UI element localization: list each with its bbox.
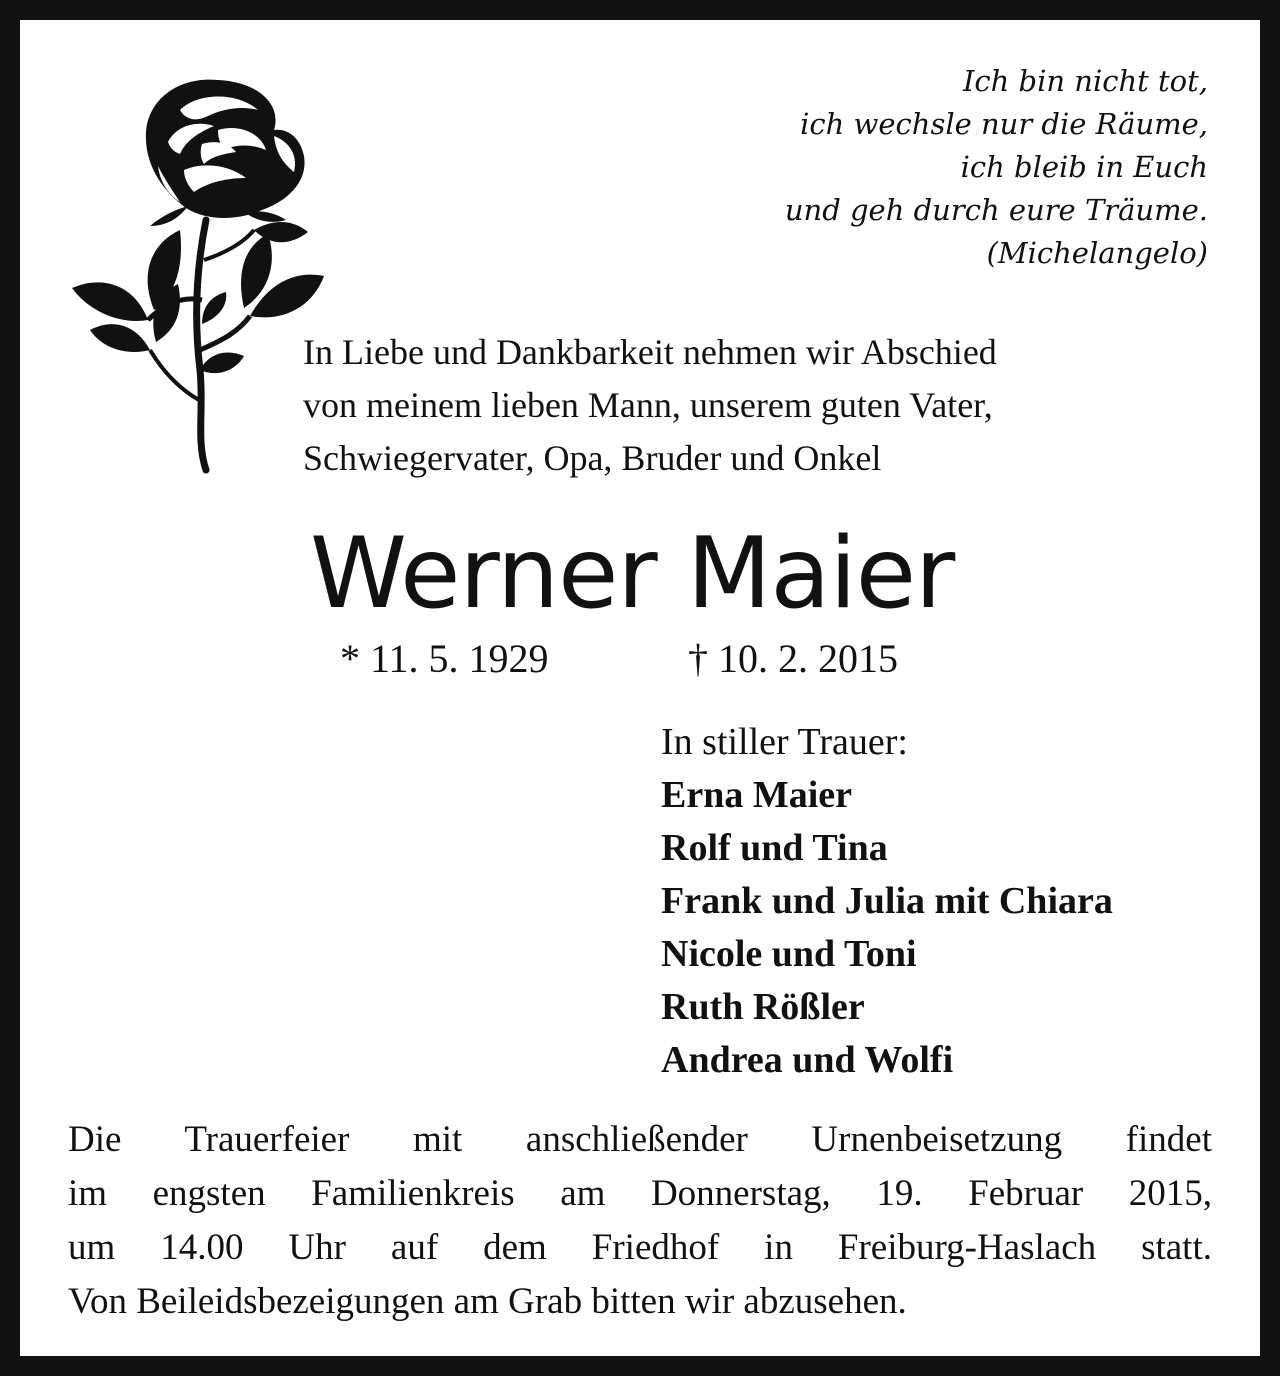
death-date: † 10. 2. 2015 [688,636,898,681]
quote-line: und geh durch eure Träume. [784,193,1208,227]
funeral-notice [68,1113,1212,1329]
quote-line: Ich bin nicht tot, [962,64,1208,98]
intro-line: von meinem lieben Mann, unserem guten Vater, [303,385,993,425]
intro-line: In Liebe und Dankbarkeit nehmen wir Abschied [303,332,997,372]
intro-line: Schwiegervater, Opa, Bruder und Onkel [303,438,882,478]
notice-line: um 14.00 Uhr auf dem Friedhof in Freiburg-Haslach statt. [68,1227,1212,1268]
mourner-name: Frank und Julia mit Chiara [661,880,1113,922]
birth-date: * 11. 5. 1929 [340,636,549,681]
mourners-label: In stiller Trauer: [661,721,908,763]
quote-block [648,60,1208,275]
mourner-name: Andrea und Wolfi [661,1039,954,1081]
mourner-name: Nicole und Toni [661,933,917,975]
mourner-name: Ruth Rößler [661,986,865,1028]
quote-author: (Michelangelo) [986,236,1208,270]
notice-line: im engsten Familienkreis am Donnerstag, 19. Februar 2015, [68,1173,1212,1214]
quote-line: ich bleib in Euch [960,150,1208,184]
quote-line: ich wechsle nur die Räume, [800,107,1208,141]
rose-icon [68,70,328,480]
intro-text [303,326,1223,485]
deceased-name: Werner Maier [310,517,955,631]
mourner-name: Rolf und Tina [661,827,888,869]
notice-line: Von Beileidsbezeigungen am Grab bitten wir abzusehen. [68,1281,907,1322]
mourner-name: Erna Maier [661,774,853,816]
mourners-list [661,716,1241,1087]
notice-line: Die Trauerfeier mit anschließender Urnenbeisetzung findet [68,1119,1212,1160]
